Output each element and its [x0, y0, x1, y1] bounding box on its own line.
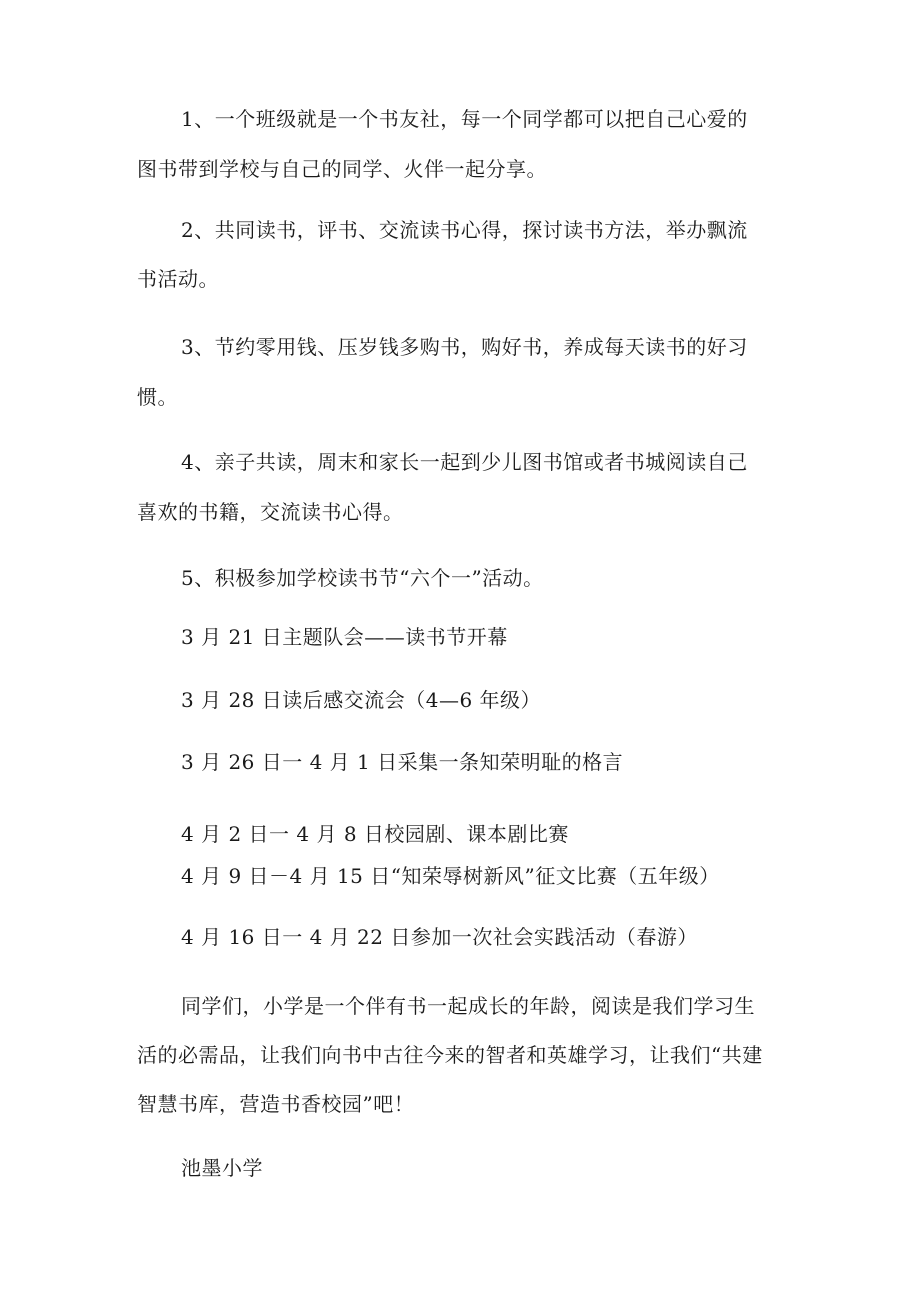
schedule-item: 3 月 21 日主题队会——读书节开幕	[181, 625, 508, 649]
paragraph-4-line-1: 4、亲子共读，周末和家长一起到少儿图书馆或者书城阅读自己	[181, 450, 748, 474]
paragraph-1-line-2: 图书带到学校与自己的同学、火伴一起分享。	[137, 157, 547, 181]
paragraph-3-line-2: 惯。	[137, 385, 178, 409]
schedule-item: 3 月 28 日读后感交流会（4—6 年级）	[181, 688, 542, 712]
paragraph-5-line-1: 5、积极参加学校读书节“六个一”活动。	[181, 566, 544, 590]
paragraph-2-line-2: 书活动。	[137, 267, 219, 291]
paragraph-3-line-1: 3、节约零用钱、压岁钱多购书，购好书，养成每天读书的好习	[181, 335, 748, 359]
signature: 池墨小学	[181, 1156, 263, 1180]
paragraph-2-line-1: 2、共同读书，评书、交流读书心得，探讨读书方法，举办飘流	[181, 218, 748, 242]
closing-line-3: 智慧书库，营造书香校园”吧！	[137, 1092, 415, 1116]
paragraph-4-line-2: 喜欢的书籍，交流读书心得。	[137, 500, 404, 524]
paragraph-1-line-1: 1、一个班级就是一个书友社，每一个同学都可以把自己心爱的	[181, 107, 748, 131]
schedule-item: 4 月 9 日－4 月 15 日“知荣辱树新风”征文比赛（五年级）	[181, 864, 720, 888]
schedule-item: 4 月 16 日一 4 月 22 日参加一次社会实践活动（春游）	[181, 925, 698, 949]
schedule-item: 4 月 2 日一 4 月 8 日校园剧、课本剧比赛	[181, 822, 569, 846]
closing-line-2: 活的必需品，让我们向书中古往今来的智者和英雄学习，让我们“共建	[137, 1043, 763, 1067]
closing-line-1: 同学们，小学是一个伴有书一起成长的年龄，阅读是我们学习生	[181, 994, 755, 1018]
schedule-item: 3 月 26 日一 4 月 1 日采集一条知荣明耻的格言	[181, 750, 624, 774]
